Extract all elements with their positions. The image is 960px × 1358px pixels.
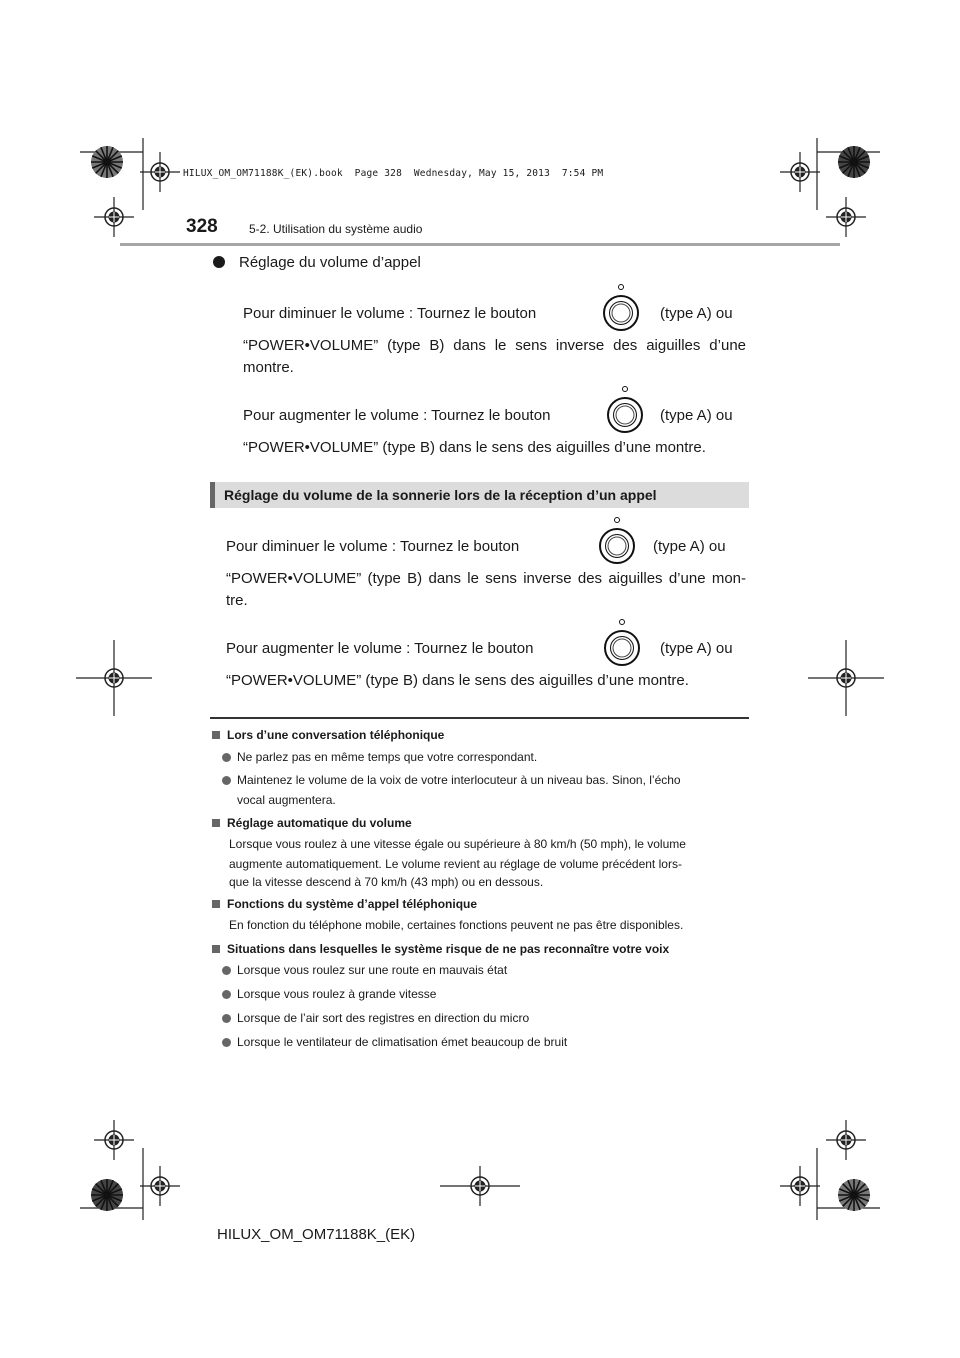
call-decrease-right: (type A) ou xyxy=(660,305,733,322)
registration-mark-icon xyxy=(826,1120,866,1160)
square-marker-icon xyxy=(212,900,220,908)
call-decrease-line3: montre. xyxy=(243,359,294,376)
color-calibration-wheel-icon xyxy=(89,144,125,180)
ring-increase-line2: “POWER•VOLUME” (type B) dans le sens des aiguilles d’une montre. xyxy=(226,672,689,689)
bullet-dot-icon xyxy=(213,256,225,268)
note-text: Lorsque vous roulez à une vitesse égale ou supérieure à 80 km/h (50 mph), le volume xyxy=(229,837,686,851)
note-heading-functions xyxy=(212,897,477,911)
registration-mark-icon xyxy=(780,1166,820,1206)
bullet-dot-icon xyxy=(222,1014,231,1023)
registration-mark-icon xyxy=(440,1166,520,1206)
note-heading-text: Fonctions du système d’appel téléphonique xyxy=(227,897,478,911)
call-volume-heading: Réglage du volume d’appel xyxy=(239,254,421,271)
registration-mark-icon xyxy=(826,197,866,237)
knob-marker-icon xyxy=(618,284,624,290)
color-calibration-wheel-icon xyxy=(836,1177,872,1213)
ring-decrease-right: (type A) ou xyxy=(653,538,726,555)
note-bullet xyxy=(222,773,681,787)
registration-mark-icon xyxy=(76,640,152,716)
call-volume-bullet xyxy=(213,254,421,271)
ring-decrease-line3: tre. xyxy=(226,592,248,609)
volume-knob-icon xyxy=(604,630,640,666)
ring-decrease-left: Pour diminuer le volume : Tournez le bouton xyxy=(226,538,520,555)
page-number: 328 xyxy=(186,216,218,237)
note-bullet-continuation: vocal augmentera. xyxy=(237,793,336,807)
call-decrease-left: Pour diminuer le volume : Tournez le bouton xyxy=(243,305,537,322)
knob-marker-icon xyxy=(619,619,625,625)
volume-knob-icon xyxy=(607,397,643,433)
note-bullet-text: Ne parlez pas en même temps que votre correspondant. xyxy=(237,750,538,764)
note-bullet xyxy=(222,750,537,764)
call-increase-right: (type A) ou xyxy=(660,407,733,424)
note-heading-auto-volume xyxy=(212,816,412,830)
note-bullet xyxy=(222,963,507,977)
footer-code: HILUX_OM_OM71188K_(EK) xyxy=(217,1226,416,1243)
bullet-dot-icon xyxy=(222,753,231,762)
registration-mark-icon xyxy=(808,640,884,716)
bullet-dot-icon xyxy=(222,966,231,975)
note-heading-text: Situations dans lesquelles le système risque de ne pas reconnaître votre voix xyxy=(227,942,670,956)
note-text: En fonction du téléphone mobile, certaines fonctions peuvent ne pas être disponibles. xyxy=(229,918,684,932)
note-bullet-text: Maintenez le volume de la voix de votre interlocuteur à un niveau bas. Sinon, l’écho xyxy=(237,773,681,787)
note-heading-conversation xyxy=(212,728,444,742)
volume-knob-icon xyxy=(599,528,635,564)
square-marker-icon xyxy=(212,731,220,739)
volume-knob-icon xyxy=(603,295,639,331)
section-accent xyxy=(210,482,215,508)
call-increase-line2: “POWER•VOLUME” (type B) dans le sens des aiguilles d’une montre. xyxy=(243,439,706,456)
registration-mark-icon xyxy=(94,197,134,237)
note-bullet-text: Lorsque de l’air sort des registres en direction du micro xyxy=(237,1011,530,1025)
ring-decrease-line2: “POWER•VOLUME” (type B) dans le sens inverse des aiguilles d’une mon- xyxy=(226,570,746,587)
note-heading-text: Réglage automatique du volume xyxy=(227,816,412,830)
ring-increase-left: Pour augmenter le volume : Tournez le bouton xyxy=(226,640,534,657)
note-bullet xyxy=(222,987,436,1001)
registration-mark-icon xyxy=(140,152,180,192)
note-bullet-text: Lorsque le ventilateur de climatisation émet beaucoup de bruit xyxy=(237,1035,568,1049)
registration-mark-icon xyxy=(140,1166,180,1206)
note-text: augmente automatiquement. Le volume revient au réglage de volume précédent lors- xyxy=(229,857,682,871)
bullet-dot-icon xyxy=(222,990,231,999)
color-calibration-wheel-icon xyxy=(89,1177,125,1213)
note-bullet xyxy=(222,1035,567,1049)
ring-section-title-bar xyxy=(210,482,749,508)
knob-marker-icon xyxy=(614,517,620,523)
note-bullet-text: Lorsque vous roulez sur une route en mauvais état xyxy=(237,963,508,977)
section-header: 5-2. Utilisation du système audio xyxy=(249,222,423,236)
notes-rule xyxy=(210,717,749,719)
knob-marker-icon xyxy=(622,386,628,392)
call-decrease-line2: “POWER•VOLUME” (type B) dans le sens inverse des aiguilles d’une xyxy=(243,337,746,354)
registration-mark-icon xyxy=(94,1120,134,1160)
registration-mark-icon xyxy=(780,152,820,192)
call-increase-left: Pour augmenter le volume : Tournez le bouton xyxy=(243,407,551,424)
square-marker-icon xyxy=(212,819,220,827)
bullet-dot-icon xyxy=(222,1038,231,1047)
book-stamp: HILUX_OM_OM71188K_(EK).book Page 328 Wednesday, May 15, 2013 7:54 PM xyxy=(183,168,604,179)
square-marker-icon xyxy=(212,945,220,953)
ring-increase-right: (type A) ou xyxy=(660,640,733,657)
color-calibration-wheel-icon xyxy=(836,144,872,180)
note-bullet xyxy=(222,1011,529,1025)
note-text: que la vitesse descend à 70 km/h (43 mph) ou en dessous. xyxy=(229,875,544,889)
note-bullet-text: Lorsque vous roulez à grande vitesse xyxy=(237,987,437,1001)
ring-section-title: Réglage du volume de la sonnerie lors de la réception d’un appel xyxy=(224,487,657,503)
bullet-dot-icon xyxy=(222,776,231,785)
note-heading-text: Lors d’une conversation téléphonique xyxy=(227,728,445,742)
note-heading-recognition xyxy=(212,942,669,956)
header-rule xyxy=(120,243,840,246)
